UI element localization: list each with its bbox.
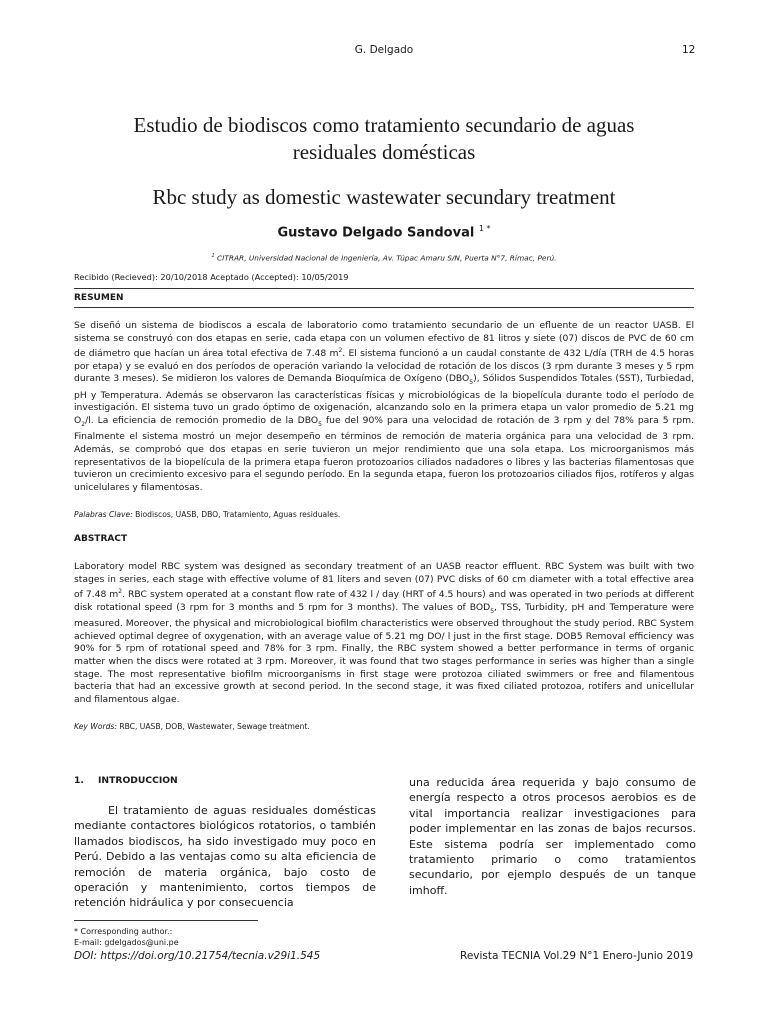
introduccion-paragraph-right: una reducida área requerida y bajo consumo de energía respecto a otros procesos aerobios es de vital importancia realizar investigaciones para poder implementar en las zonas de bajos recursos. Este sistema podría ser implementado como tratamiento primario o como tratamientos secundario, por ejemplo después de un tanque imhoff. bbox=[409, 776, 696, 897]
affiliation-text: CITRAR, Universidad Nacional de Ingeniería, Av. Túpac Amaru S/N, Puerta N°7, Rímac, Perú. bbox=[217, 253, 557, 263]
section-number: 1. bbox=[74, 775, 84, 786]
author-marks: 1 * bbox=[478, 224, 491, 233]
footnote bbox=[74, 926, 179, 948]
corresponding-author-note: * Corresponding author.: bbox=[74, 927, 173, 936]
palabras-clave bbox=[74, 510, 694, 519]
author-name: Gustavo Delgado Sandoval bbox=[277, 225, 475, 241]
resumen-heading: RESUMEN bbox=[74, 293, 124, 303]
divider-resumen bbox=[74, 307, 694, 308]
doi-link[interactable]: DOI: https://doi.org/10.21754/tecnia.v29i1.545 bbox=[74, 950, 321, 962]
author-affiliation bbox=[0, 253, 768, 262]
section-title: INTRODUCCION bbox=[98, 775, 178, 786]
palabras-clave-text: Biodiscos, UASB, DBO, Tratamiento, Aguas residuales. bbox=[132, 510, 341, 519]
journal-citation: Revista TECNIA Vol.29 N°1 Enero-Junio 2019 bbox=[460, 950, 694, 962]
body-column-left bbox=[74, 775, 376, 911]
introduccion-heading bbox=[74, 775, 376, 791]
key-words-label: Key Words: bbox=[74, 722, 117, 731]
corresponding-email: E-mail: gdelgados@uni.pe bbox=[74, 938, 179, 947]
footnote-divider bbox=[74, 920, 258, 921]
title-spanish-line-2: residuales domésticas bbox=[292, 140, 476, 164]
abstract-heading: ABSTRACT bbox=[74, 534, 128, 544]
running-header-author: G. Delgado bbox=[354, 44, 414, 56]
key-words bbox=[74, 722, 694, 731]
page-number: 12 bbox=[682, 44, 696, 56]
key-words-text: RBC, UASB, DOB, Wastewater, Sewage treatment. bbox=[116, 722, 310, 731]
resumen-paragraph: Se diseñó un sistema de biodiscos a escala de laboratorio como tratamiento secundario de un efluente de un reactor UASB. El sistema se construyó con dos etapas en serie, cada etapa con un volumen efectivo de 81 litros y siete (07) discos de PVC de 60 cm de diámetro que hacían un área total efectiva de 7.48 $m^2$. El sistema funcionó a un caudal constante de 432 L/día (TRH de 4.5 horas por etapa) y se evaluó en dos períodos de operación variando la velocidad de rotación de los discos (3 rpm durante 3 meses y 5 rpm durante 3 meses). Se midieron los valores de Demanda Bioquímica de Oxígeno $(DBO_5)$, Sólidos Suspendidos Totales (SST), Turbiedad, pH y Temperatura. Además se observaron las características físicas y microbiológicas de la biopelícula durante todo el período de investigación. El sistema tuvo un grado óptimo de oxigenación, alcanzando solo en la primera etapa un valor promedio de 5.21 mg $O_2/l$. La eficiencia de remoción promedio de la $DBO_5$ fue del 90% para una velocidad de rotación de 3 rpm y del 78% para 5 rpm. Finalmente el sistema mostró un mejor desempeño en términos de remoción de materia orgánica para una velocidad de 3 rpm. Además, se comprobó que dos etapas en serie tuvieron un mejor rendimiento que una sola etapa. Los microorganismos más representativos de la biopelícula de la primera etapa fueron protozoarios ciliados nadadores o libres y las bacterias filamentosas que tuvieron un crecimiento excesivo para el segundo período. En la segunda etapa, fueron los protozoarios ciliados fijos, rotíferos y algas unicelulares y filamentosas. bbox=[74, 320, 695, 493]
affiliation-mark: 1 bbox=[211, 253, 215, 259]
palabras-clave-label: Palabras Clave: bbox=[74, 510, 133, 519]
body-column-right bbox=[409, 775, 696, 898]
title-spanish-line-1: Estudio de biodiscos como tratamiento secundario de aguas bbox=[133, 113, 635, 137]
abstract-paragraph: Laboratory model RBC system was designed as secondary treatment of an UASB reactor effluent. RBC System was built with two stages in series, each stage with effective volume of 81 liters and seven (07) PVC disks of 60 cm diameter with a total effective area of 7.48 $m^2$. RBC system operated at a constant flow rate of 432 l / day (HRT of 4.5 hours) and was operated in two periods at different disk rotational speed (3 rpm for 3 months and 5 rpm for 3 months). The values of $BOD_5$, TSS, Turbidity, pH and Temperature were measured. Moreover, the physical and microbiological biofilm characteristics were observed throughout the study period. RBC System achieved optimal degree of oxygenation, with an average value of 5.21 mg DO/ l just in the first stage. DOB5 Removal efficiency was 90% for 5 rpm of rotational speed and 78% for 3 rpm. Finally, the RBC system showed a better performance in terms of organic matter when the discs were rotated at 3 rpm. Moreover, it was found that two stages performance in series was higher than a single stage. The most representative biofilm microorganisms in first stage were protozoa ciliated swimmers or free and filamentous bacteria that had an excessive growth at second period. In the second stage, it was fixed ciliated protozoa, rotifers and unicellular and filamentous algae. bbox=[74, 561, 694, 705]
author-line bbox=[0, 224, 768, 240]
received-accepted-dates: Recibido (Recieved): 20/10/2018 Aceptado (Accepted): 10/05/2019 bbox=[74, 272, 349, 282]
title-spanish bbox=[60, 112, 708, 166]
divider-top bbox=[74, 288, 694, 289]
introduccion-paragraph-left: El tratamiento de aguas residuales domésticas mediante contactores biológicos rotatorios, o también llamados biodiscos, ha sido investigado muy poco en Perú. Debido a las ventajas como su alta eficiencia de remoción de materia orgánica, bajo costo de operación y mantenimiento, cortos tiempos de retención hidráulica y por consecuencia bbox=[74, 804, 376, 910]
title-english: Rbc study as domestic wastewater secundary treatment bbox=[152, 185, 616, 209]
